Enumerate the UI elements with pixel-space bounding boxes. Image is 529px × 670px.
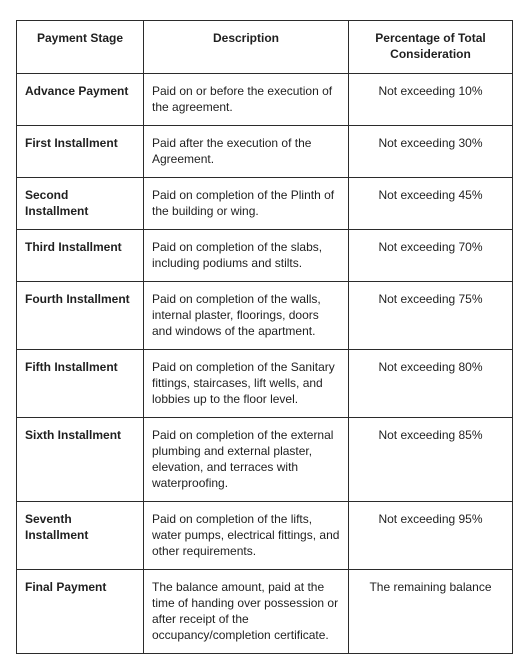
table-row: [17, 126, 513, 178]
table-row: [17, 418, 513, 502]
percentage-cell: Not exceeding 85%: [349, 418, 513, 502]
percentage-cell: Not exceeding 30%: [349, 126, 513, 178]
description-cell: Paid on completion of the walls, internal plaster, floorings, doors and windows of the apartment.: [144, 282, 349, 350]
header-payment-stage: Payment Stage: [17, 21, 144, 74]
table-row: [17, 282, 513, 350]
table-row: [17, 570, 513, 654]
description-cell: Paid on completion of the Plinth of the building or wing.: [144, 178, 349, 230]
description-cell: Paid after the execution of the Agreement.: [144, 126, 349, 178]
percentage-cell: Not exceeding 10%: [349, 74, 513, 126]
description-cell: The balance amount, paid at the time of handing over possession or after receipt of the occupancy/completion certificate.: [144, 570, 349, 654]
percentage-cell: Not exceeding 70%: [349, 230, 513, 282]
table-row: [17, 178, 513, 230]
percentage-cell: Not exceeding 75%: [349, 282, 513, 350]
percentage-cell: Not exceeding 80%: [349, 350, 513, 418]
table-row: [17, 350, 513, 418]
description-cell: Paid on completion of the lifts, water pumps, electrical fittings, and other requirements.: [144, 502, 349, 570]
table-body: [17, 74, 513, 654]
stage-cell: Seventh Installment: [17, 502, 144, 570]
stage-cell: Second Installment: [17, 178, 144, 230]
stage-cell: Fourth Installment: [17, 282, 144, 350]
stage-cell: Final Payment: [17, 570, 144, 654]
description-cell: Paid on completion of the external plumbing and external plaster, elevation, and terraces with waterproofing.: [144, 418, 349, 502]
percentage-cell: Not exceeding 45%: [349, 178, 513, 230]
table-row: [17, 502, 513, 570]
header-percentage: Percentage of Total Consideration: [349, 21, 513, 74]
payment-schedule-table: [16, 20, 513, 654]
description-cell: Paid on or before the execution of the agreement.: [144, 74, 349, 126]
stage-cell: Fifth Installment: [17, 350, 144, 418]
stage-cell: Sixth Installment: [17, 418, 144, 502]
stage-cell: Third Installment: [17, 230, 144, 282]
percentage-cell: Not exceeding 95%: [349, 502, 513, 570]
stage-cell: First Installment: [17, 126, 144, 178]
description-cell: Paid on completion of the Sanitary fittings, staircases, lift wells, and lobbies up to the floor level.: [144, 350, 349, 418]
table-row: [17, 230, 513, 282]
table-row: [17, 74, 513, 126]
header-description: Description: [144, 21, 349, 74]
percentage-cell: The remaining balance: [349, 570, 513, 654]
header-row: [17, 21, 513, 74]
stage-cell: Advance Payment: [17, 74, 144, 126]
description-cell: Paid on completion of the slabs, including podiums and stilts.: [144, 230, 349, 282]
table-header: [17, 21, 513, 74]
